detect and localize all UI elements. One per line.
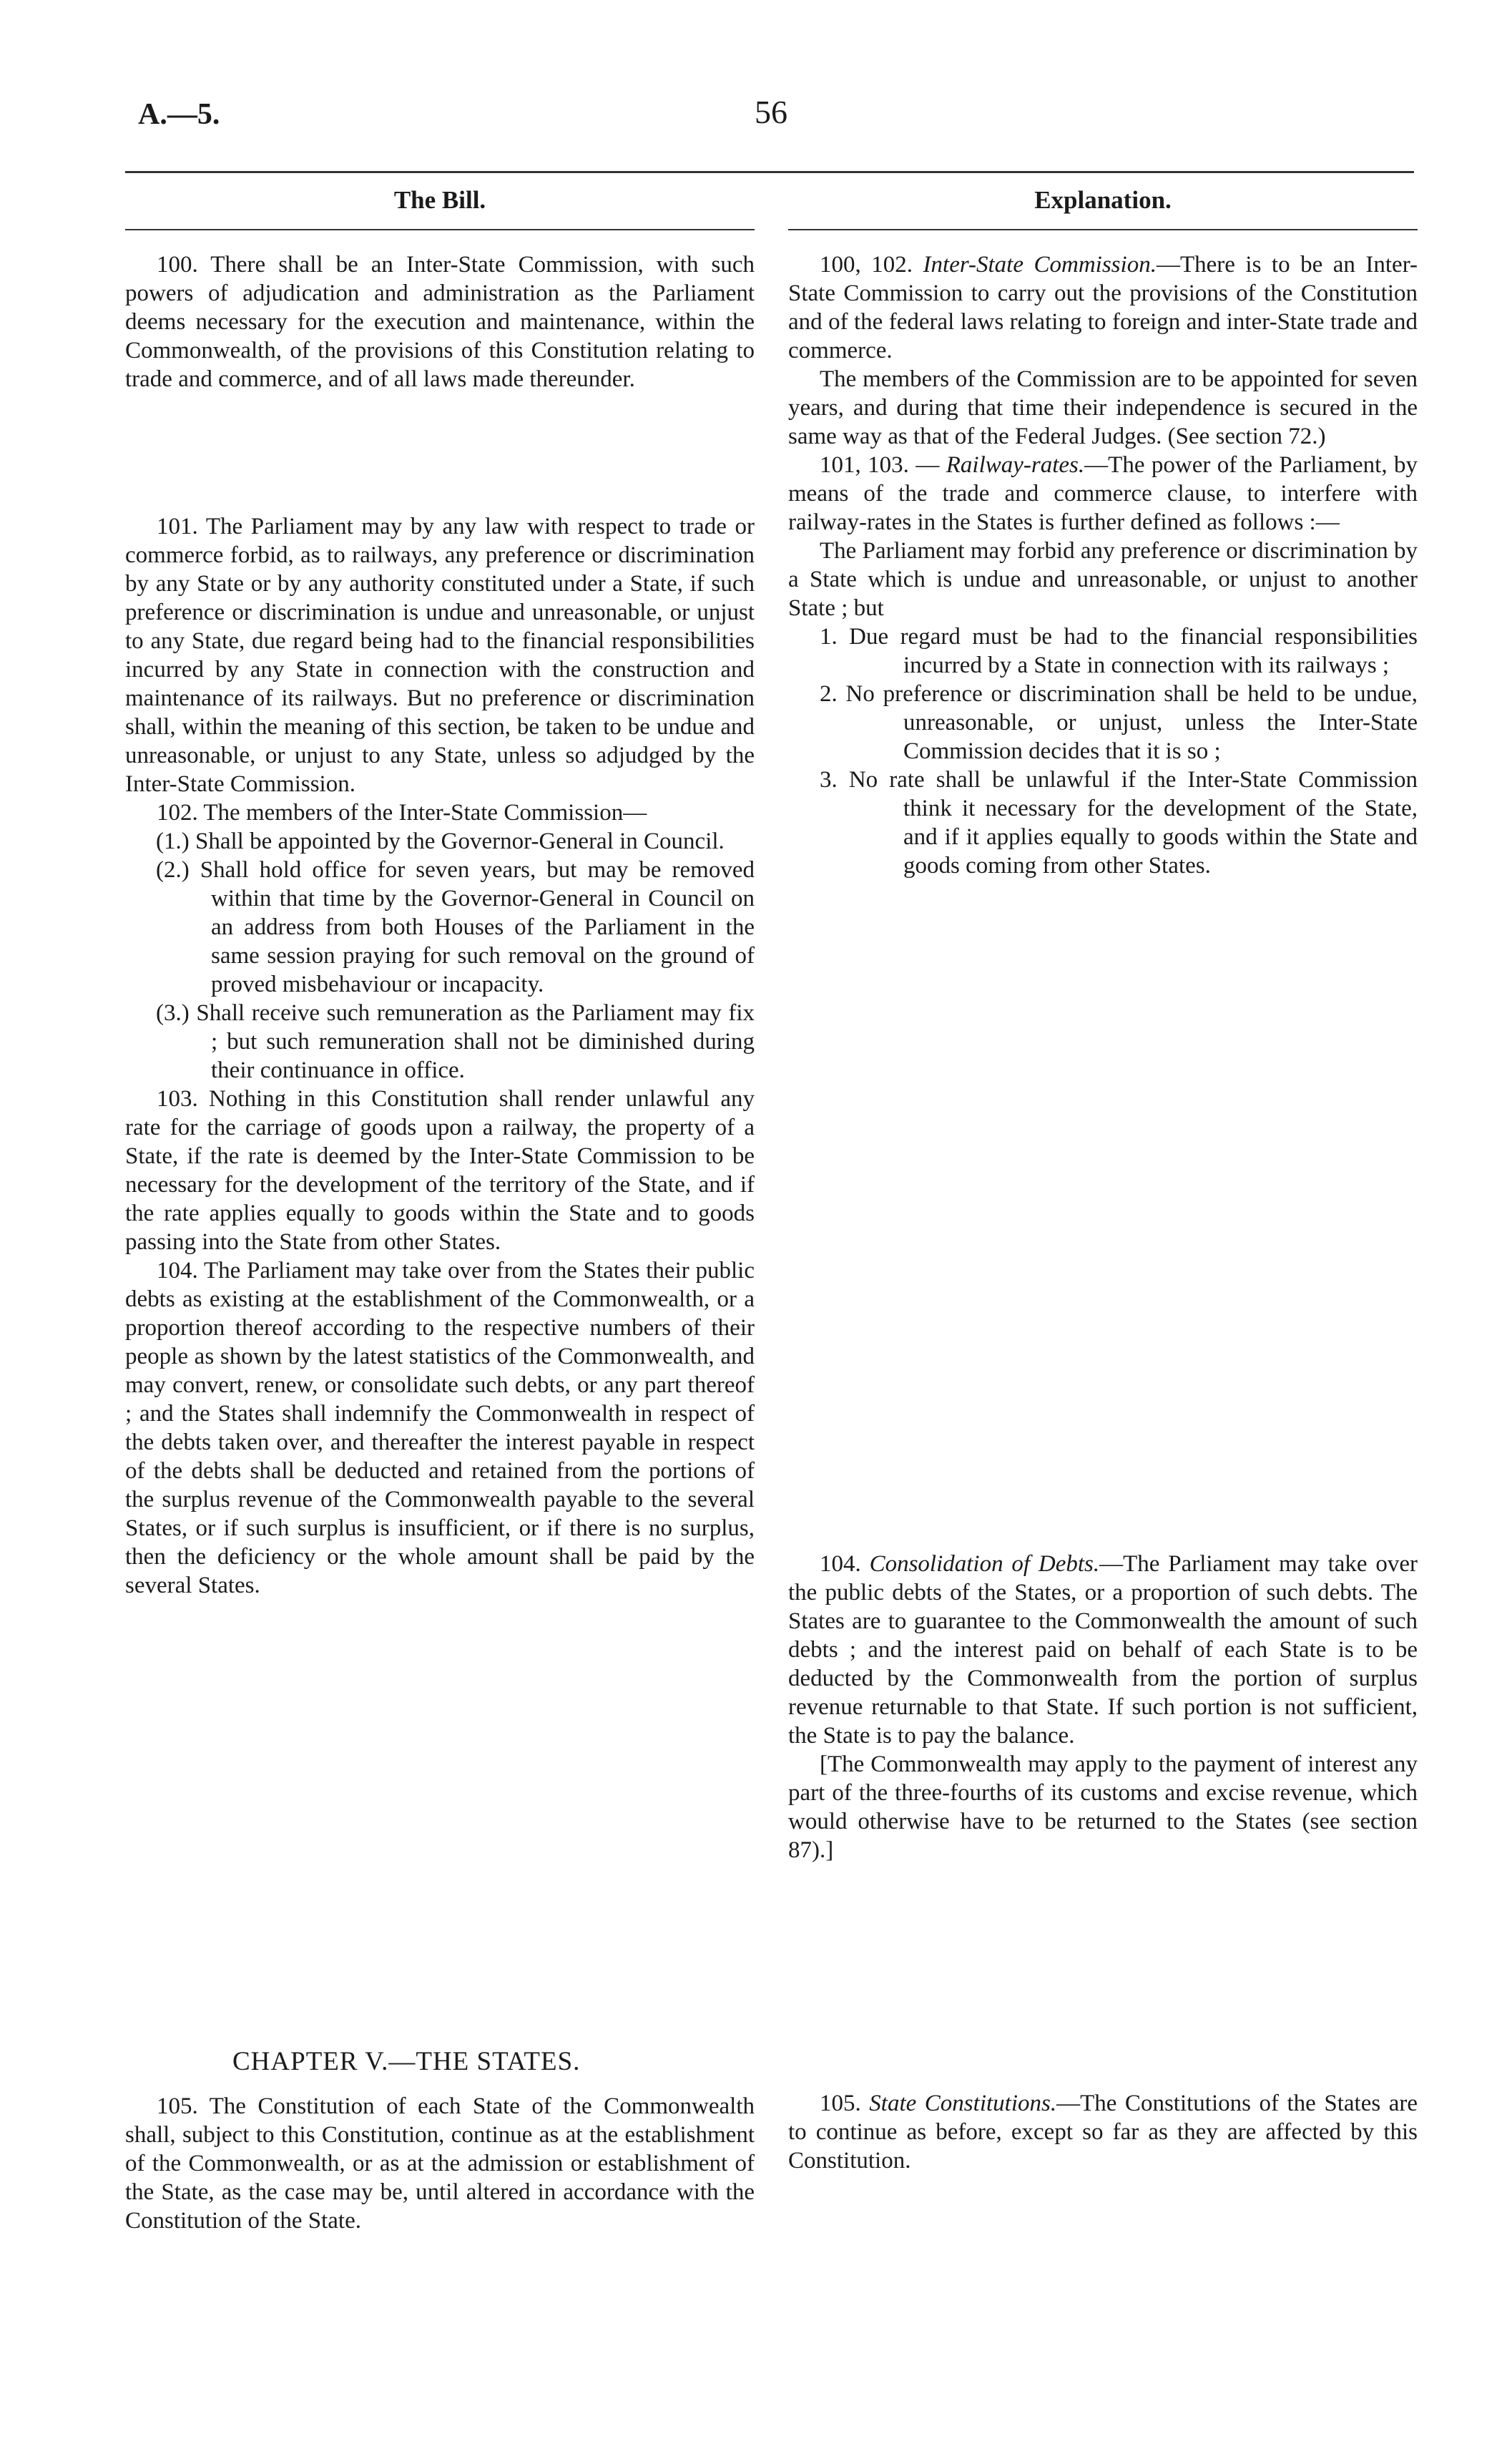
explanation-101-list-item-1: 1. Due regard must be had to the financial responsibilities incurred by a State in connection with its railways ; — [820, 624, 1418, 678]
explanation-100-body: —There is to be an Inter-State Commission to carry out the provisions of the Constitution and of the federal laws relating to foreign and inter-State trade and commerce. — [788, 252, 1418, 363]
explanation-100-paragraph — [788, 250, 1418, 365]
explanation-104-body: —The Parliament may take over the public debts of the States, or a proportion of such debts. The States are to guarantee to the Commonwealth the amount of such debts ; and the interest paid on behalf of each State is to be deducted by the Commonwealth from the portion of surplus revenue returnable to that State. If such portion is not sufficient, the State is to pay the balance. — [788, 1551, 1418, 1749]
explanation-104 — [788, 1550, 1418, 1864]
explanation-105-paragraph — [788, 2089, 1418, 2175]
section-102-text: 102. The members of the Inter-State Commission— — [157, 800, 647, 826]
section-102-item-2: (2.) Shall hold office for seven years, but may be removed within that time by the Governor-General in Council on an address from both Houses of the Parliament in the same session praying for such removal on the ground of proved misbehaviour or incapacity. — [156, 857, 755, 997]
explanation-title-rule — [788, 229, 1418, 230]
explanation-104-paragraph-2: [The Commonwealth may apply to the payment of interest any part of the three-fourths of its customs and excise revenue, which would otherwise have to be returned to the States (see section 87).] — [788, 1751, 1418, 1863]
section-104-text: 104. The Parliament may take over from the States their public debts as existing at the establishment of the Commonwealth, or a proportion thereof according to the respective numbers of their people as shown by the latest statistics of the Commonwealth, and may convert, renew, or consolidate such debts, or any part thereof ; and the States shall indemnify the Commonwealth in respect of the debts taken over, and thereafter the interest payable in respect of the debts shall be deducted and retained from the portions of the surplus revenue of the Commonwealth payable to the several States, or if such surplus is insufficient, or if there is no surplus, then the deficiency or the whole amount shall be paid by the several States. — [125, 1258, 755, 1598]
section-102-item-1: (1.) Shall be appointed by the Governor-General in Council. — [156, 828, 725, 854]
section-100-text: 100. There shall be an Inter-State Commission, with such powers of adjudication and administration as the Parliament deems necessary for the execution and maintenance, within the Commonwealth, of the provisions of this Constitution relating to trade and commerce, and of all laws made thereunder. — [125, 252, 755, 392]
section-105-text: 105. The Constitution of each State of the Commonwealth shall, subject to this Constitution, continue as at the establishment of the Commonwealth, or as at the admission or establishment of the State, as the case may be, until altered in accordance with the Constitution of the State. — [125, 2093, 755, 2234]
explanation-105-title: State Constitutions. — [869, 2091, 1057, 2116]
section-101-text: 101. The Parliament may by any law with respect to trade or commerce forbid, as to railways, any preference or discrimination by any State or by any authority constituted under a State, if such preference or discrimination is undue and unreasonable, or unjust to any State, due regard being had to the financial responsibilities incurred by any State in connection with the construction and maintenance of its railways. But no preference or discrimination shall, within the meaning of this section, be taken to be undue and unreasonable, or unjust to any State, unless so adjudged by the Inter-State Commission. — [125, 514, 755, 797]
explanation-column-title: Explanation. — [1034, 186, 1172, 214]
explanation-105 — [788, 2089, 1418, 2175]
explanation-101-list-item-2: 2. No preference or discrimination shall be held to be undue, unreasonable, or unjust, unless the Inter-State Commission decides that it is so ; — [820, 681, 1418, 764]
explanation-101-list-item-3: 3. No rate shall be unlawful if the Inter-State Commission think it necessary for the development of the State, and if it applies equally to goods within the State and goods coming from other States. — [820, 767, 1418, 879]
explanation-101-paragraph-2: The Parliament may forbid any preference or discrimination by a State which is undue and unreasonable, or unjust to another State ; but — [788, 538, 1418, 621]
bill-column-title: The Bill. — [393, 186, 486, 214]
explanation-101-paragraph — [788, 451, 1418, 537]
explanation-105-number: 105. — [820, 2091, 861, 2116]
explanation-104-title: Consolidation of Debts. — [869, 1551, 1100, 1577]
explanation-100-101 — [788, 250, 1418, 880]
page-reference: A.—5. — [138, 98, 220, 131]
page-number: 56 — [755, 94, 787, 130]
section-102-item-3: (3.) Shall receive such remuneration as the Parliament may fix ; but such remuneration shall not be diminished during their continuance in office. — [156, 1000, 755, 1083]
explanation-101-body: —The power of the Parliament, by means of the trade and commerce clause, to interfere with railway-rates in the States is further defined as follows :— — [788, 452, 1418, 535]
bill-sections-101-103 — [125, 512, 755, 1600]
bill-section-105 — [125, 2092, 755, 2235]
explanation-100-paragraph-2: The members of the Commission are to be appointed for seven years, and during that time their independence is secured in the same way as that of the Federal Judges. (See section 72.) — [788, 366, 1418, 449]
chapter-heading: CHAPTER V.—THE STATES. — [232, 2047, 581, 2076]
section-103-text: 103. Nothing in this Constitution shall render unlawful any rate for the carriage of goods upon a railway, the property of a State, if the rate is deemed by the Inter-State Commission to be necessary for the development of the territory of the State, and if the rate applies equally to goods within the State and to goods passing into the State from other States. — [125, 1086, 755, 1255]
explanation-100-number: 100, 102. — [820, 252, 913, 278]
bill-section-100 — [125, 250, 755, 393]
explanation-104-paragraph — [788, 1550, 1418, 1750]
bill-title-rule — [125, 229, 755, 230]
header-rule — [125, 171, 1414, 173]
explanation-105-body: —The Constitutions of the States are to continue as before, except so far as they are affected by this Constitution. — [788, 2091, 1418, 2174]
explanation-101-title: Railway-rates. — [946, 452, 1085, 478]
explanation-100-title: Inter-State Commission. — [923, 252, 1157, 278]
explanation-104-number: 104. — [820, 1551, 861, 1577]
explanation-101-number: 101, 103. — — [820, 452, 940, 478]
